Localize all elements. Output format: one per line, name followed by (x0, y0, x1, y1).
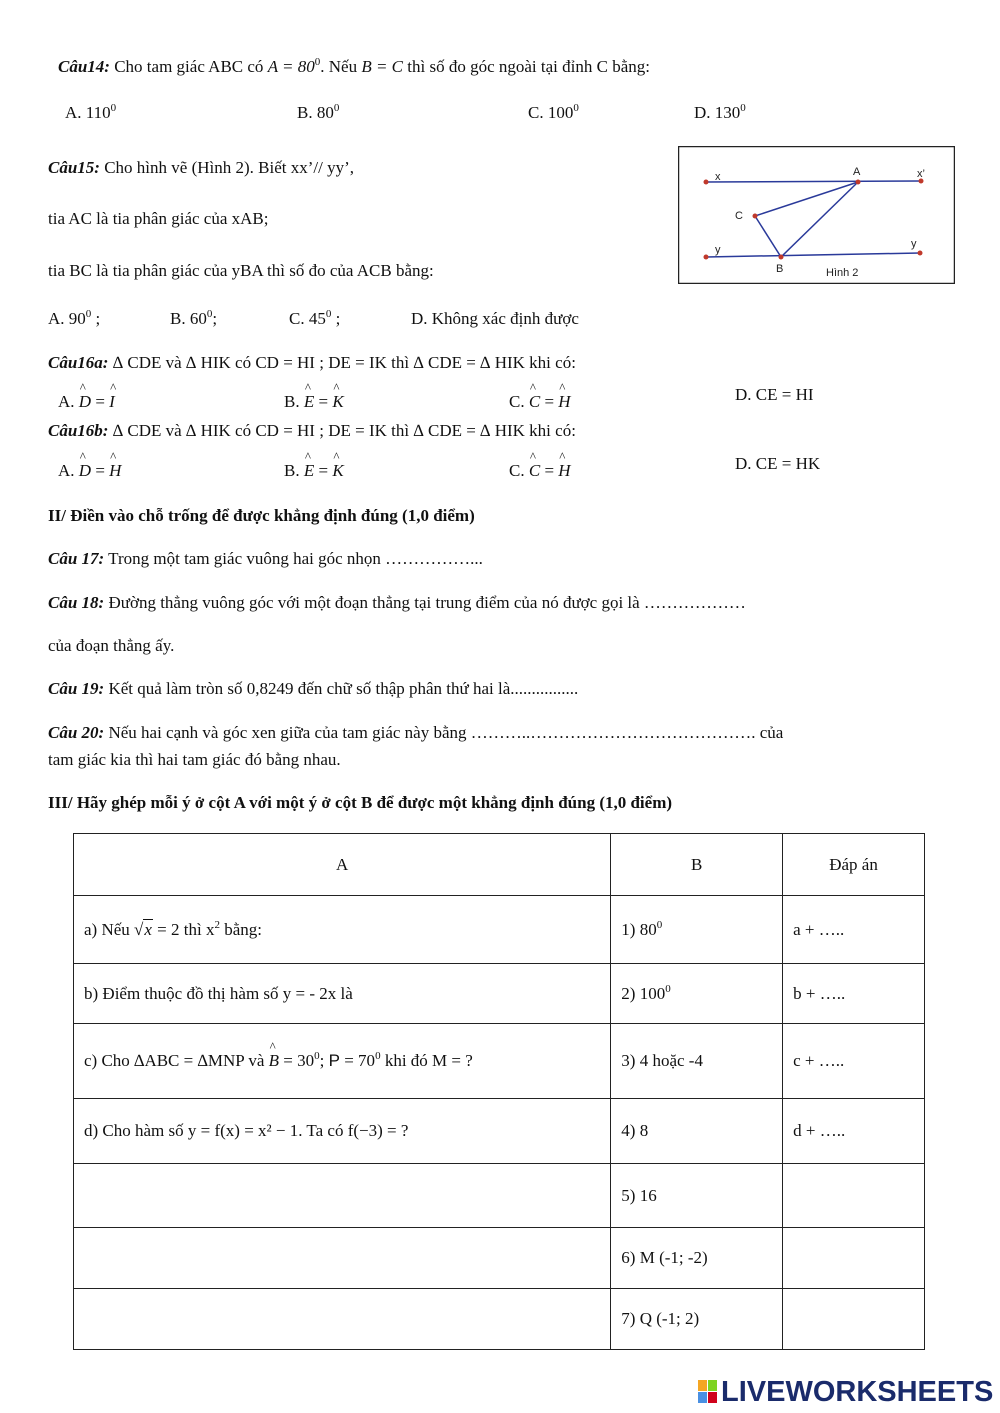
q15-option-b[interactable]: B. $60^0$; (170, 308, 218, 328)
q16a-stem: Câu16a: ∆ CDE và ∆ HIK có CD = HI ; DE = IK thì ∆ CDE = ∆ HIK khi có: (48, 353, 576, 372)
q15-option-c[interactable]: C. $45^0$ ; (289, 308, 341, 328)
empty-cell (74, 1228, 611, 1289)
q15-line3: tia BC là tia phân giác của yBA thì số đo của ACB bằng: (48, 261, 434, 280)
q15-option-a[interactable]: A. $90^0$ ; (48, 308, 101, 328)
q14-cond-b: B = C (361, 57, 404, 76)
item-d: d) Cho hàm số y = f(x) = x² − 1. Ta có f(−3) = ? (74, 1099, 611, 1164)
q14-cond-a: A = 80 (267, 57, 315, 76)
table-row (74, 1289, 925, 1350)
table-row (74, 1228, 925, 1289)
option-4: 4) 8 (611, 1099, 783, 1164)
figure-caption: Hình 2 (826, 267, 859, 279)
option-7: 7) Q (-1; 2) (611, 1289, 783, 1350)
table-row (74, 1099, 925, 1164)
point-a (856, 180, 861, 185)
empty-cell (783, 1289, 925, 1350)
q20: Câu 20: Nếu hai cạnh và góc xen giữa của tam giác này bằng ………..…………………………………. của (48, 723, 784, 742)
q19-blank[interactable]: Kết quả làm tròn số 0,8249 đến chữ số thập phân thứ hai là................ (104, 679, 579, 698)
point-b (779, 255, 784, 260)
point-y (704, 255, 709, 260)
label-c: C (735, 210, 743, 222)
option-1: 1) $80^0$ (611, 896, 783, 964)
q16b-option-b[interactable]: B. ^ E = ^ K (284, 461, 344, 481)
point-x (704, 180, 709, 185)
answer-b[interactable]: b + ….. (783, 964, 925, 1024)
q16a-option-b[interactable]: B. ^ E = ^ K (284, 392, 344, 412)
q14-text-b: . Nếu (320, 57, 358, 76)
q18-blank[interactable]: Đường thẳng vuông góc với một đoạn thẳng tại trung điểm của nó được gọi là ……………… (104, 593, 746, 612)
item-c: c) Cho ∆ABC = ∆MNP và ^ $B = 30^0$; $P = 70^0$ khi đó M = ? (74, 1024, 611, 1099)
option-6: 6) M (-1; -2) (611, 1228, 783, 1289)
empty-cell (74, 1289, 611, 1350)
matching-table (73, 833, 925, 1350)
q20-blank[interactable]: Nếu hai cạnh và góc xen giữa của tam giác này bằng ………..…………………………………. của (108, 723, 784, 742)
q20-line2: tam giác kia thì hai tam giác đó bằng nhau. (48, 750, 341, 769)
q14-option-a[interactable]: A. $110^0$ (65, 102, 117, 122)
q16b-option-a[interactable]: A. ^ D = ^ H (58, 461, 121, 481)
logo-icon (698, 1380, 718, 1404)
liveworksheets-logo (698, 1376, 993, 1409)
label-y2: y (911, 238, 917, 250)
q14-option-c[interactable]: C. $100^0$ (528, 102, 579, 122)
label-x2: x’ (917, 168, 925, 180)
table-row (74, 1164, 925, 1228)
answer-c[interactable]: c + ….. (783, 1024, 925, 1099)
item-a: a) Nếu √x = 2 thì $x^2$ bằng: (74, 896, 611, 964)
label-x: x (715, 171, 721, 183)
header-b: B (611, 834, 783, 896)
option-2: 2) $100^0$ (611, 964, 783, 1024)
figure-hinh-2 (678, 146, 955, 284)
item-b: b) Điểm thuộc đồ thị hàm số y = - 2x là (74, 964, 611, 1024)
q15-line1: Câu15: Cho hình vẽ (Hình 2). Biết xx’// yy’, (48, 158, 354, 177)
q17: Câu 17: Trong một tam giác vuông hai góc nhọn ……………... (48, 549, 483, 568)
q14-text-c: thì số đo góc ngoài tại đỉnh C bằng: (407, 57, 650, 76)
table-row (74, 1024, 925, 1099)
sup: 0 (314, 56, 321, 68)
q15-line2: tia AC là tia phân giác của xAB; (48, 209, 269, 228)
answer-a[interactable]: a + ….. (783, 896, 925, 964)
q16a-option-c[interactable]: C. ^ C = ^ H (509, 392, 571, 412)
point-y2 (918, 251, 923, 256)
q15-option-d[interactable]: D. Không xác định được (411, 309, 579, 328)
figure-border (679, 147, 955, 284)
q15-label: Câu15: (48, 158, 100, 177)
line-xx (706, 181, 921, 182)
q16a-option-d[interactable]: D. CE = HI (735, 385, 814, 404)
q14-option-d[interactable]: D. $130^0$ (694, 102, 746, 122)
table-row (74, 964, 925, 1024)
q17-blank[interactable]: Trong một tam giác vuông hai góc nhọn ……………... (108, 549, 483, 568)
q14-option-b[interactable]: B. $80^0$ (297, 102, 340, 122)
section-3-heading: III/ Hãy ghép mỗi ý ở cột A với một ý ở cột B để được một khẳng định đúng (1,0 điểm) (48, 793, 673, 812)
q16a-label: Câu16a: (48, 353, 109, 372)
label-y: y (715, 244, 721, 256)
q18-line2: của đoạn thẳng ấy. (48, 636, 175, 655)
logo-text: LIVEWORKSHEETS (721, 1376, 994, 1408)
point-c (753, 214, 758, 219)
label-a: A (853, 166, 861, 178)
q14-label: Câu14: (58, 57, 110, 76)
q18: Câu 18: Đường thẳng vuông góc với một đoạn thẳng tại trung điểm của nó được gọi là ……………… (48, 593, 746, 612)
q14-text-a: Cho tam giác ABC có (114, 57, 264, 76)
empty-cell (783, 1228, 925, 1289)
label-b: B (776, 263, 784, 275)
q16a-option-a[interactable]: A. ^ D = ^ I (58, 392, 115, 412)
section-2-heading: II/ Điền vào chỗ trống để được khẳng định đúng (1,0 điểm) (48, 506, 475, 525)
q14-stem (58, 57, 650, 77)
option-5: 5) 16 (611, 1164, 783, 1228)
q19: Câu 19: Kết quả làm tròn số 0,8249 đến chữ số thập phân thứ hai là................ (48, 679, 579, 698)
table-row (74, 896, 925, 964)
q16b-label: Câu16b: (48, 421, 109, 440)
option-3: 3) 4 hoặc -4 (611, 1024, 783, 1099)
q16b-stem: Câu16b: ∆ CDE và ∆ HIK có CD = HI ; DE = IK thì ∆ CDE = ∆ HIK khi có: (48, 421, 576, 440)
header-a: A (74, 834, 611, 896)
empty-cell (783, 1164, 925, 1228)
answer-d[interactable]: d + ….. (783, 1099, 925, 1164)
empty-cell (74, 1164, 611, 1228)
header-answer: Đáp án (783, 834, 925, 896)
q16b-option-c[interactable]: C. ^ C = ^ H (509, 461, 571, 481)
q16b-option-d[interactable]: D. CE = HK (735, 454, 821, 473)
table-header-row (74, 834, 925, 896)
